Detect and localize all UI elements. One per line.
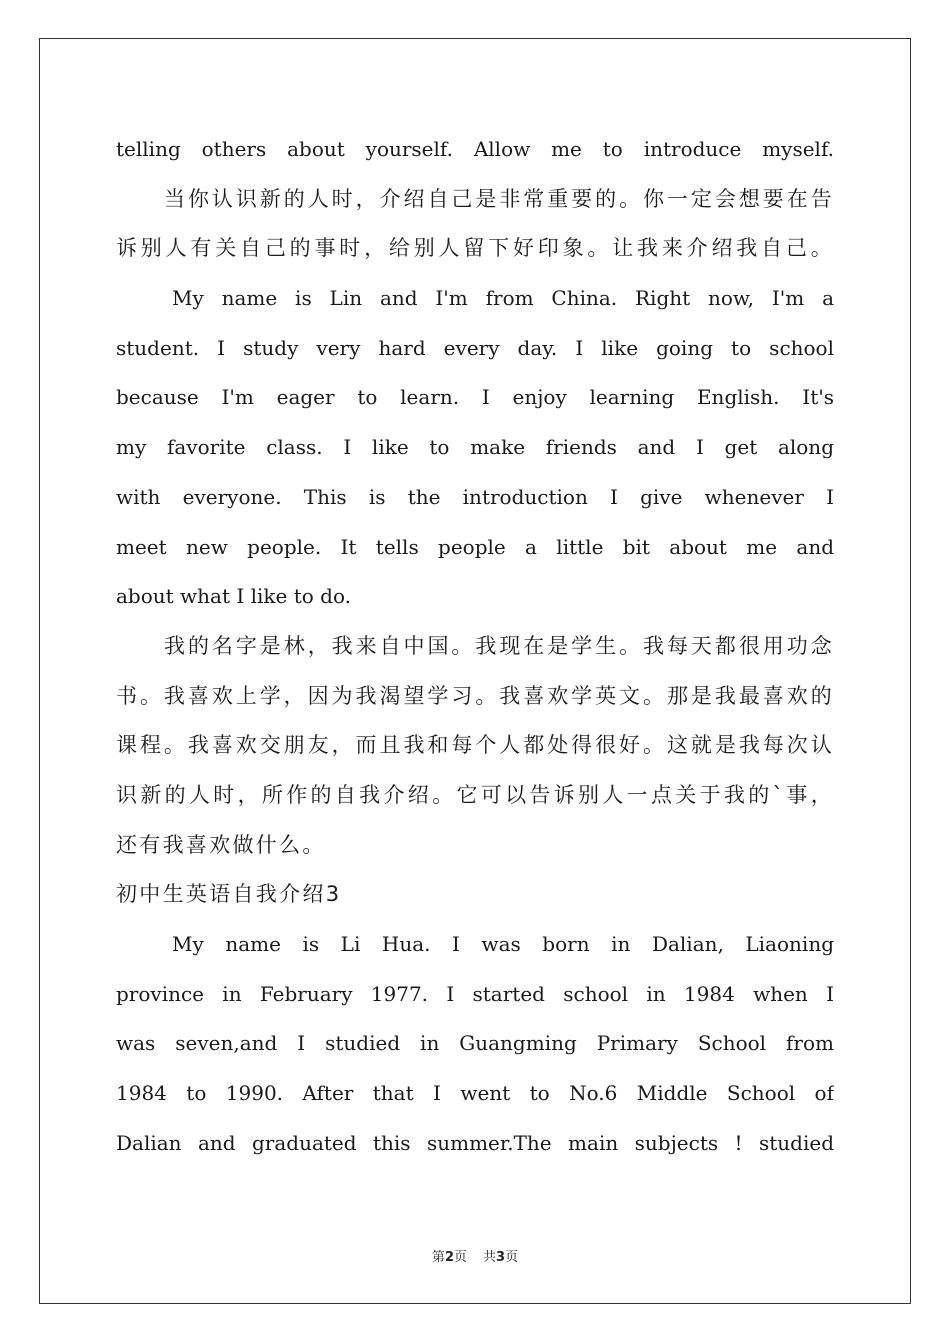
text-line: telling others about yourself. Allow me to introduce myself. <box>116 137 834 161</box>
text-line: student. I study very hard every day. I like going to school <box>116 335 834 360</box>
text-line: province in February 1977. I started school in 1984 when I <box>116 981 834 1006</box>
page-footer <box>0 1246 950 1265</box>
footer-page-prefix: 第 <box>431 1250 445 1265</box>
text-line: 我的名字是林，我来自中国。我现在是学生。我每天都很用功念 <box>164 633 834 658</box>
text-line: was seven,and I studied in Guangming Primary School from <box>116 1031 834 1056</box>
section-heading: 初中生英语自我介绍3 <box>116 882 342 907</box>
document-body <box>116 125 834 1168</box>
footer-total-suffix: 页 <box>505 1250 519 1265</box>
text-line: meet new people. It tells people a little bit about me and <box>116 534 834 559</box>
text-line: 诉别人有关自己的事时，给别人留下好印象。让我来介绍我自己。 <box>116 236 834 261</box>
text-line: My name is Lin and I'm from China. Right now, I'm a <box>172 286 834 311</box>
text-line: My name is Li Hua. I was born in Dalian, Liaoning <box>172 932 834 956</box>
footer-page-number: 2 <box>444 1250 454 1265</box>
text-line: about what I like to do. <box>116 584 352 609</box>
text-line: 识新的人时，所作的自我介绍。它可以告诉别人一点关于我的`事， <box>116 782 834 807</box>
text-line: 还有我喜欢做什么。 <box>116 832 326 857</box>
text-line: because I'm eager to learn. I enjoy learning English. It's <box>116 385 834 410</box>
text-line: 当你认识新的人时，介绍自己是非常重要的。你一定会想要在告 <box>164 186 834 211</box>
text-line: 1984 to 1990. After that I went to No.6 Middle School of <box>116 1081 834 1106</box>
footer-total-pages: 3 <box>496 1250 506 1265</box>
text-line: 书。我喜欢上学，因为我渴望学习。我喜欢学英文。那是我最喜欢的 <box>116 683 834 708</box>
footer-total-prefix: 共 <box>483 1250 497 1265</box>
footer-page-suffix: 页 <box>453 1250 467 1265</box>
text-line: with everyone. This is the introduction I give whenever I <box>116 484 834 509</box>
text-line: my favorite class. I like to make friends and I get along <box>116 435 834 460</box>
text-line: Dalian and graduated this summer.The main subjects ! studied <box>116 1130 834 1155</box>
text-line: 课程。我喜欢交朋友，而且我和每个人都处得很好。这就是我每次认 <box>116 733 834 758</box>
